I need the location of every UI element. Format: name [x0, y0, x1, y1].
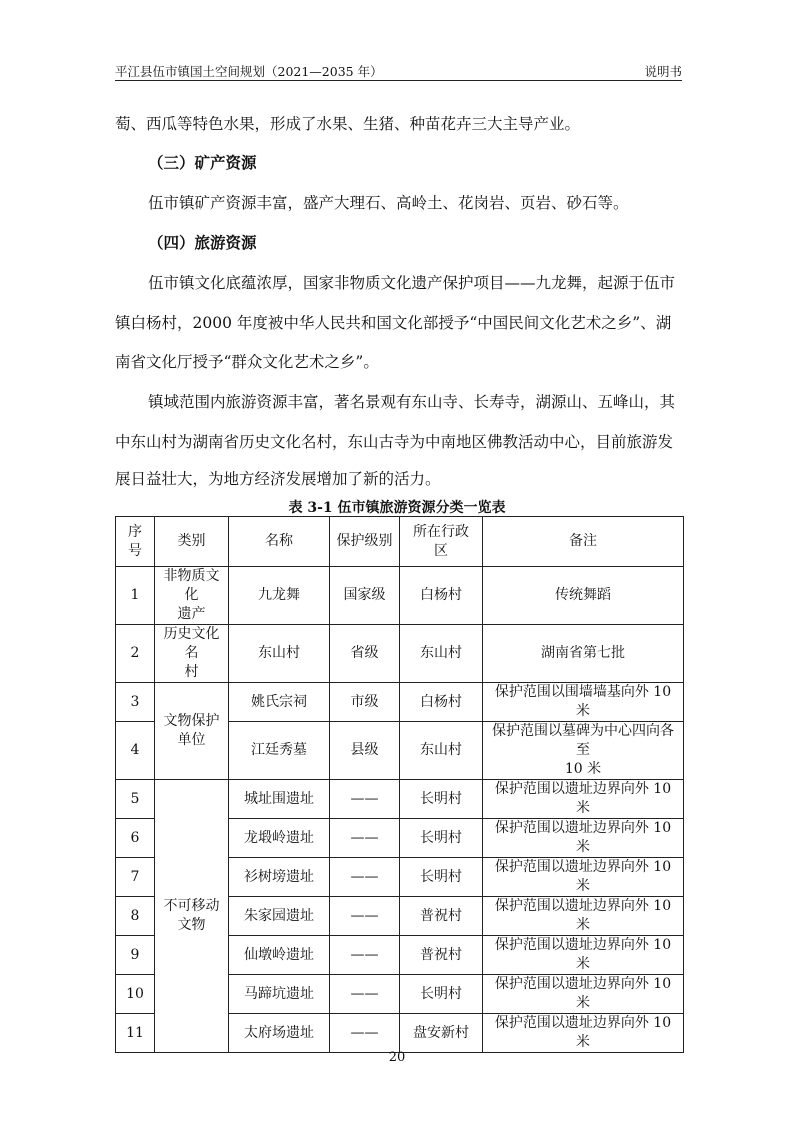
cell-level: —— — [330, 975, 400, 1014]
cell-level: —— — [330, 780, 400, 819]
tourism-resource-table — [115, 516, 684, 1053]
cell-name: 九龙舞 — [229, 567, 330, 625]
cell-name: 仙墩岭遗址 — [229, 936, 330, 975]
cell-name: 马蹄坑遗址 — [229, 975, 330, 1014]
cell-no: 8 — [116, 897, 155, 936]
paragraph-mineral: 伍市镇矿产资源丰富，盛产大理石、高岭土、花岗岩、页岩、砂石等。 — [148, 194, 629, 212]
cell-no: 6 — [116, 819, 155, 858]
cell-no: 9 — [116, 936, 155, 975]
cell-level: —— — [330, 819, 400, 858]
table-row — [116, 780, 684, 819]
cell-note: 保护范围以遗址边界向外 10 米 — [483, 858, 684, 897]
paragraph-tourism-line2: 中东山村为湖南省历史文化名村，东山古寺为中南地区佛教活动中心，目前旅游发 — [115, 433, 674, 451]
section-heading-tourism: （四）旅游资源 — [148, 233, 257, 252]
cell-note: 保护范围以遗址边界向外 10 米 — [483, 897, 684, 936]
cell-region: 东山村 — [400, 722, 483, 780]
cell-name: 衫树塝遗址 — [229, 858, 330, 897]
cell-note: 保护范围以墓碑为中心四向各至 10 米 — [483, 722, 684, 780]
header-name: 名称 — [229, 517, 330, 567]
cell-note: 保护范围以遗址边界向外 10 米 — [483, 1014, 684, 1053]
cell-region: 白杨村 — [400, 683, 483, 722]
cell-level: 县级 — [330, 722, 400, 780]
cell-no: 10 — [116, 975, 155, 1014]
paragraph-tourism-line3: 展日益壮大，为地方经济发展增加了新的活力。 — [115, 470, 441, 488]
cell-no: 5 — [116, 780, 155, 819]
header-level: 保护级别 — [330, 517, 400, 567]
cell-note: 传统舞蹈 — [483, 567, 684, 625]
cell-region: 长明村 — [400, 780, 483, 819]
table-caption: 表 3-1 伍市镇旅游资源分类一览表 — [288, 500, 506, 516]
cell-region: 长明村 — [400, 975, 483, 1014]
paragraph-culture-line3: 南省文化厅授予“群众文化艺术之乡”。 — [115, 353, 379, 371]
cell-no: 1 — [116, 567, 155, 625]
paragraph-culture-line2: 镇白杨村，2000 年度被中华人民共和国文化部授予“中国民间文化艺术之乡”、湖 — [115, 314, 672, 332]
header-no: 序 号 — [116, 517, 155, 567]
cell-note: 保护范围以遗址边界向外 10 米 — [483, 936, 684, 975]
cell-region: 白杨村 — [400, 567, 483, 625]
cell-category: 非物质文化 遗产 — [155, 567, 229, 625]
cell-level: 市级 — [330, 683, 400, 722]
cell-region: 长明村 — [400, 819, 483, 858]
page-header — [115, 62, 682, 81]
table-row — [116, 567, 684, 625]
cell-name: 龙塅岭遗址 — [229, 819, 330, 858]
page-number: 20 — [388, 1050, 406, 1065]
cell-region: 普祝村 — [400, 936, 483, 975]
cell-name: 东山村 — [229, 625, 330, 683]
cell-name: 太府场遗址 — [229, 1014, 330, 1053]
header-title: 平江县伍市镇国土空间规划（2021—2035 年） — [115, 64, 383, 79]
cell-level: 省级 — [330, 625, 400, 683]
cell-note: 保护范围以遗址边界向外 10 米 — [483, 780, 684, 819]
cell-name: 江廷秀墓 — [229, 722, 330, 780]
table-row — [116, 625, 684, 683]
paragraph-fruit-industry: 萄、西瓜等特色水果，形成了水果、生猪、种苗花卉三大主导产业。 — [115, 115, 581, 133]
cell-category: 历史文化名 村 — [155, 625, 229, 683]
table-row — [116, 683, 684, 722]
cell-level: —— — [330, 858, 400, 897]
cell-note: 保护范围以遗址边界向外 10 米 — [483, 975, 684, 1014]
cell-no: 4 — [116, 722, 155, 780]
cell-no: 7 — [116, 858, 155, 897]
header-region: 所在行政 区 — [400, 517, 483, 567]
header-note: 备注 — [483, 517, 684, 567]
cell-category: 文物保护 单位 — [155, 683, 229, 780]
cell-region: 盘安新村 — [400, 1014, 483, 1053]
cell-note: 保护范围以围墙墙基向外 10 米 — [483, 683, 684, 722]
table-header-row — [116, 517, 684, 567]
cell-note: 保护范围以遗址边界向外 10 米 — [483, 819, 684, 858]
cell-note: 湖南省第七批 — [483, 625, 684, 683]
cell-no: 3 — [116, 683, 155, 722]
cell-region: 普祝村 — [400, 897, 483, 936]
cell-level: —— — [330, 897, 400, 936]
cell-name: 朱家园遗址 — [229, 897, 330, 936]
cell-level: 国家级 — [330, 567, 400, 625]
cell-category: 不可移动 文物 — [155, 780, 229, 1053]
cell-region: 长明村 — [400, 858, 483, 897]
cell-no: 2 — [116, 625, 155, 683]
cell-name: 姚氏宗祠 — [229, 683, 330, 722]
cell-region: 东山村 — [400, 625, 483, 683]
cell-level: —— — [330, 936, 400, 975]
section-heading-mineral: （三）矿产资源 — [148, 153, 257, 172]
paragraph-tourism-line1: 镇域范围内旅游资源丰富，著名景观有东山寺、长寿寺，湖源山、五峰山，其 — [148, 393, 676, 411]
cell-name: 城址围遗址 — [229, 780, 330, 819]
paragraph-culture-line1: 伍市镇文化底蕴浓厚，国家非物质文化遗产保护项目——九龙舞，起源于伍市 — [148, 274, 676, 292]
header-doc-type: 说明书 — [644, 64, 682, 79]
cell-level: —— — [330, 1014, 400, 1053]
header-category: 类别 — [155, 517, 229, 567]
cell-no: 11 — [116, 1014, 155, 1053]
